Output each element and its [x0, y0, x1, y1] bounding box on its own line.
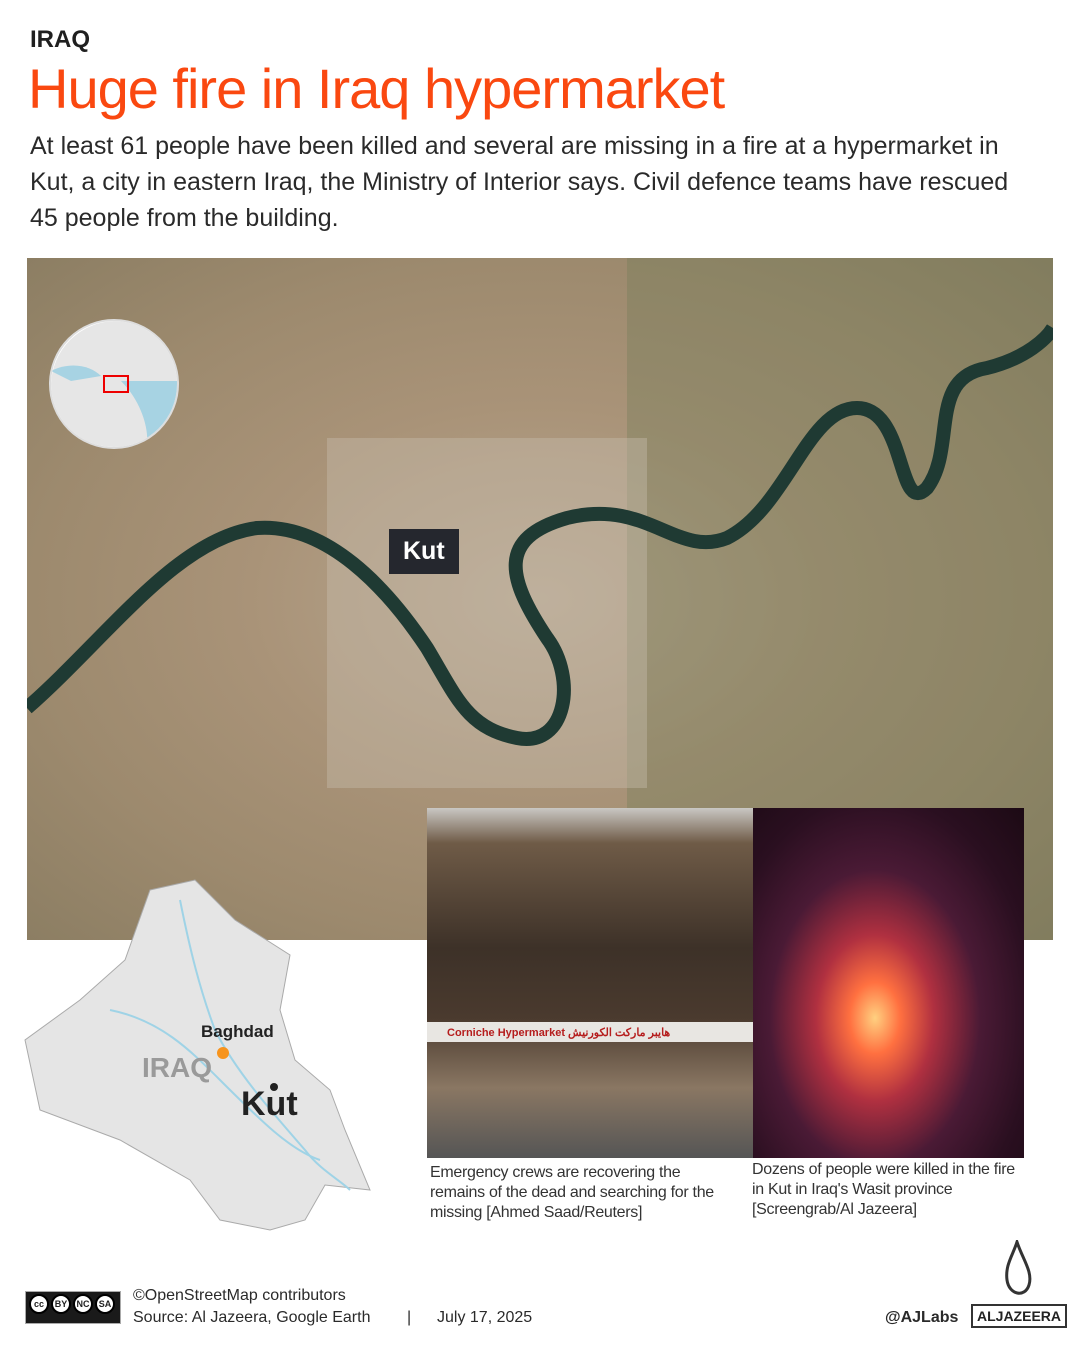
- iraq-inset-map: [20, 860, 380, 1240]
- baghdad-marker: [217, 1047, 229, 1059]
- date-text: July 17, 2025: [437, 1309, 533, 1326]
- intro-text: At least 61 people have been killed and several are missing in a fire at a hypermarket in Kut, a city in eastern Iraq, the Ministry of Interior says. Civil defence teams have rescued 45 people from the building.: [30, 132, 1009, 232]
- nc-icon: NC: [73, 1294, 93, 1314]
- label-kut: Kut: [241, 1085, 298, 1123]
- locator-globe: [49, 319, 179, 449]
- map-label-kut: Kut: [389, 529, 459, 574]
- label-baghdad: Baghdad: [201, 1022, 274, 1041]
- cc-license-badge: [25, 1291, 121, 1324]
- photo-fire-night: [753, 808, 1024, 1158]
- sa-icon: SA: [95, 1294, 115, 1314]
- cc-icon: cc: [29, 1294, 49, 1314]
- osm-credit: ©OpenStreetMap contributors: [133, 1287, 346, 1304]
- source-text: Source: Al Jazeera, Google Earth: [133, 1309, 371, 1326]
- footer-separator: |: [407, 1309, 412, 1326]
- hypermarket-sign: Corniche Hypermarket هايبر ماركت الكورنيش: [427, 1022, 753, 1042]
- photo-burned-building: [427, 808, 753, 1158]
- by-icon: BY: [51, 1294, 71, 1314]
- kicker: IRAQ: [30, 26, 90, 53]
- page-title: Huge fire in Iraq hypermarket: [28, 57, 725, 120]
- aljazeera-wordmark: ALJAZEERA: [971, 1304, 1067, 1328]
- aj-handle: @AJLabs: [885, 1309, 959, 1326]
- photo-caption-1: Emergency crews are recovering the remains of the dead and searching for the missing [Ahmed Saad/Reuters]: [430, 1164, 714, 1221]
- aljazeera-logo-icon: [995, 1240, 1039, 1302]
- photo-caption-2: Dozens of people were killed in the fire in Kut in Iraq's Wasit province [Screengrab/Al Jazeera]: [752, 1161, 1015, 1218]
- label-iraq: IRAQ: [142, 1052, 212, 1083]
